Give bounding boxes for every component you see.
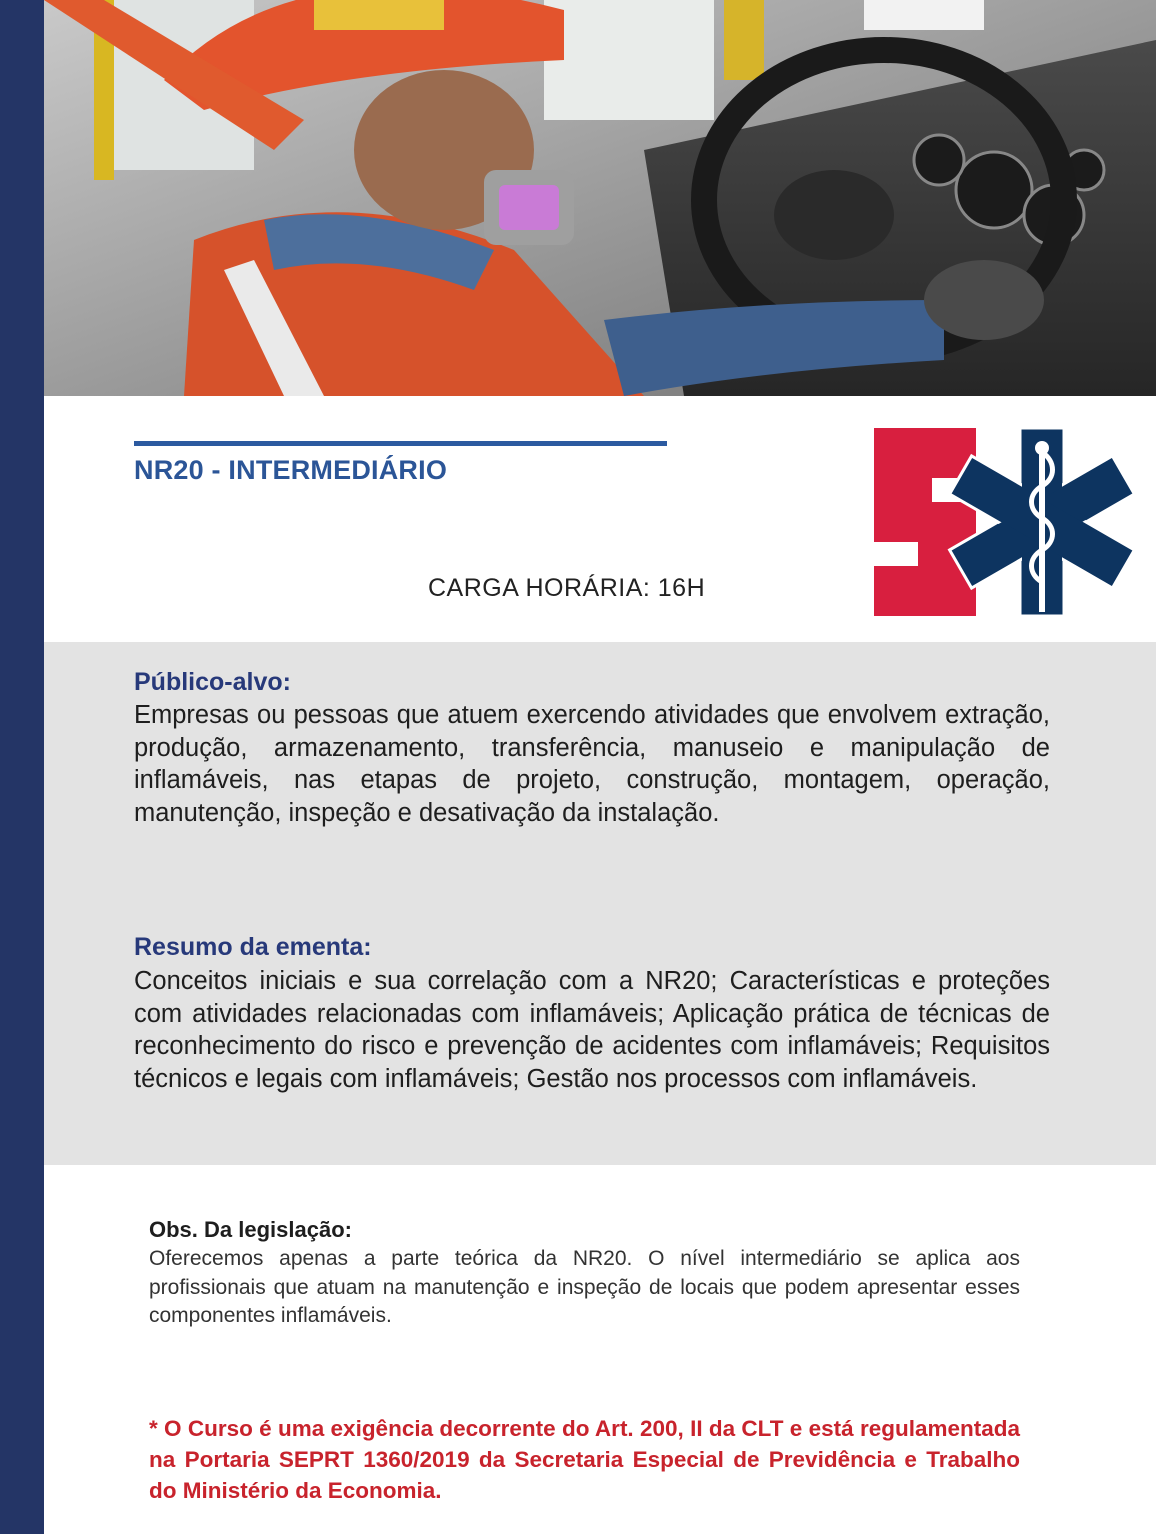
target-audience-heading: Público-alvo: bbox=[134, 668, 291, 696]
left-accent-bar bbox=[0, 0, 44, 1534]
syllabus-heading: Resumo da ementa: bbox=[134, 933, 372, 961]
syllabus-text: Conceitos iniciais e sua correlação com a NR20; Características e proteções com atividades relacionadas com inflamáveis; Aplicação prática de técnicas de reconhecimento do risco e prevenção de acidentes com inflamáveis; Requisitos técnicos e legais com inflamáveis; Gestão nos processos com inflamáveis. bbox=[134, 967, 1050, 1093]
legal-notice: * O Curso é uma exigência decorrente do Art. 200, II da CLT e está regulamentada na Portaria SEPRT 1360/2019 da Secretaria Especial de Previdência e Trabalho do Ministério da Economia. bbox=[149, 1416, 1020, 1503]
hero-photo bbox=[44, 0, 1156, 396]
course-title: NR20 - INTERMEDIÁRIO bbox=[134, 455, 448, 485]
course-workload: CARGA HORÁRIA: 16H bbox=[428, 574, 706, 602]
title-underline bbox=[134, 441, 667, 446]
company-logo bbox=[872, 426, 1140, 620]
legislation-heading: Obs. Da legislação: bbox=[149, 1217, 352, 1242]
legislation-text: Oferecemos apenas a parte teórica da NR20. O nível intermediário se aplica aos profissionais que atuam na manutenção e inspeção de locais que podem apresentar esses componentes inflamáveis. bbox=[149, 1247, 1020, 1327]
target-audience-text: Empresas ou pessoas que atuem exercendo atividades que envolvem extração, produção, armazenamento, transferência, manuseio e manipulação de inflamáveis, nas etapas de projeto, construção, montagem, operação, manutenção, inspeção e desativação da instalação. bbox=[134, 701, 1050, 827]
